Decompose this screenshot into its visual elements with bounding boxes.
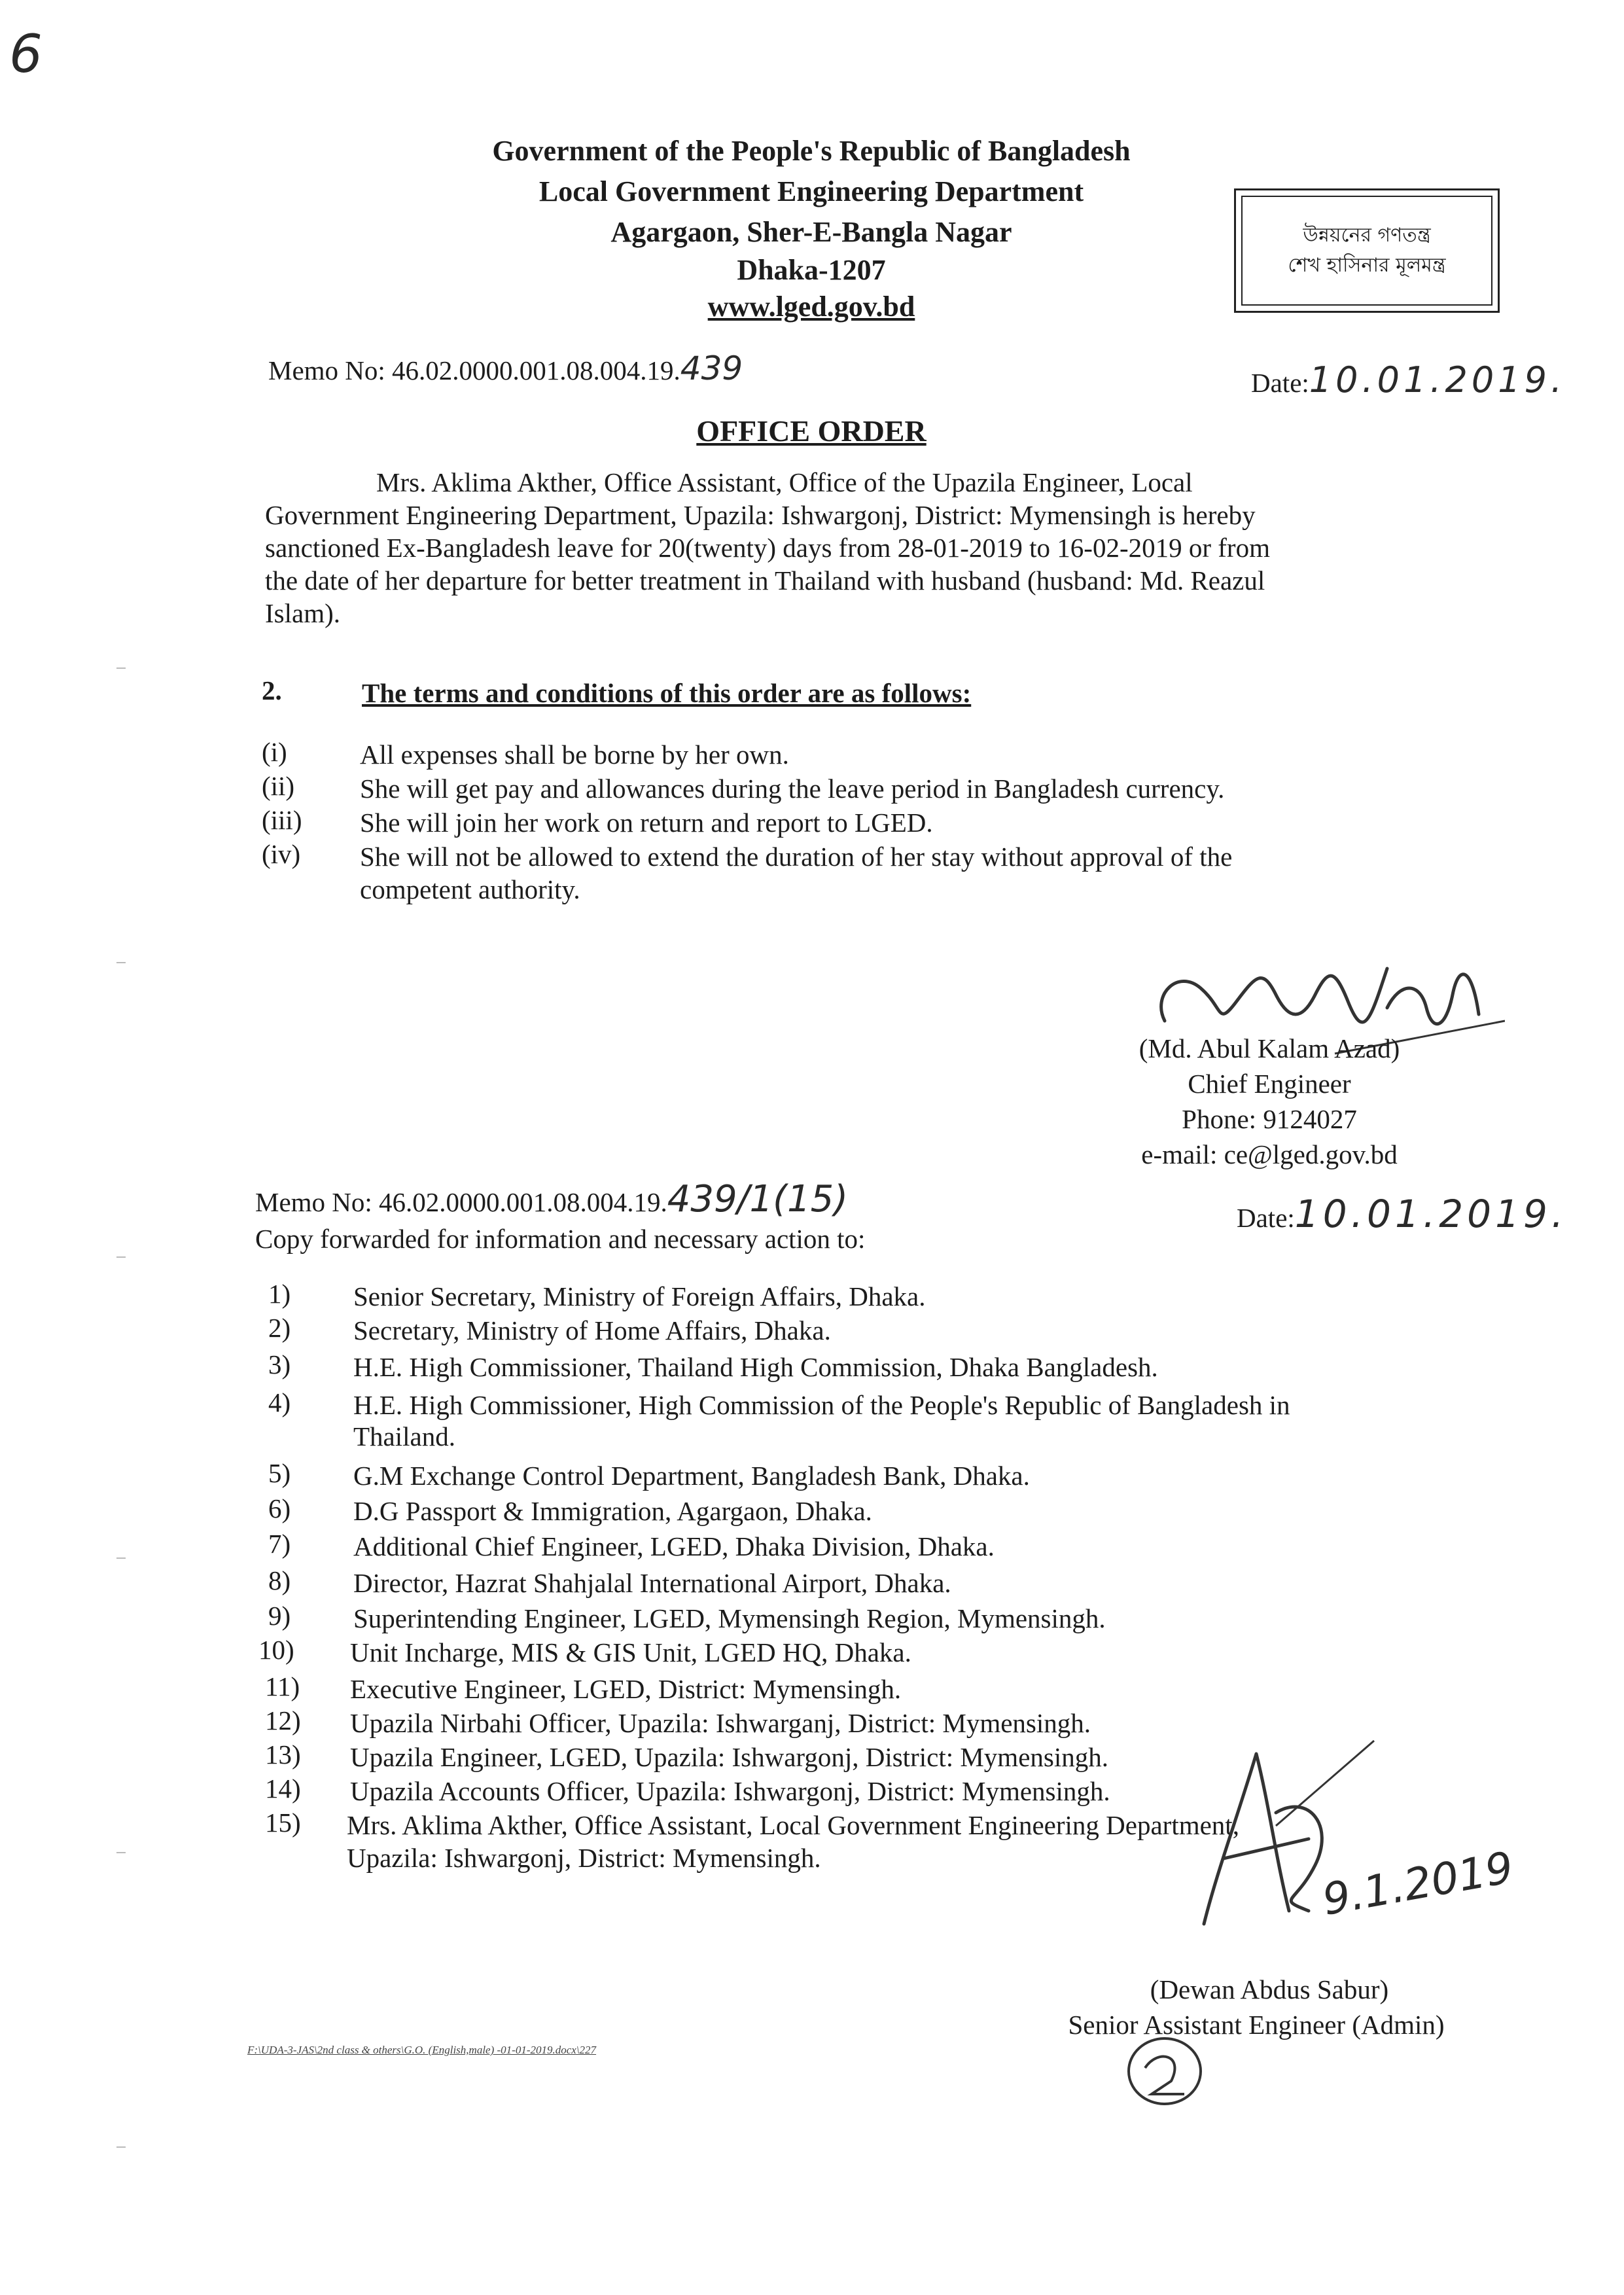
- signatory-2-name: (Dewan Abdus Sabur): [1150, 1974, 1389, 2004]
- list-item-number: 2): [268, 1313, 291, 1343]
- list-item: Unit Incharge, MIS & GIS Unit, LGED HQ, Dhaka.: [350, 1637, 911, 1667]
- page-number-mark: 6: [9, 24, 43, 84]
- list-item-number: 3): [268, 1349, 291, 1379]
- header-address: Agargaon, Sher-E-Bangla Nagar: [610, 216, 1012, 248]
- term-number: (iv): [262, 839, 301, 869]
- memo-date-2: [1237, 1192, 1568, 1236]
- list-item: H.E. High Commissioner, High Commission of the People's Republic of Bangladesh in: [353, 1390, 1290, 1420]
- body-line: sanctioned Ex-Bangladesh leave for 20(twenty) days from 28-01-2019 to 16-02-2019 or from: [265, 533, 1270, 563]
- list-item: Upazila: Ishwargonj, District: Mymensingh.: [347, 1843, 821, 1873]
- slogan-inner: [1241, 196, 1492, 306]
- list-item-number: 11): [265, 1671, 300, 1701]
- term-number: (i): [262, 737, 287, 767]
- scan-mark: [116, 1852, 126, 1853]
- body-line: Government Engineering Department, Upazila: Ishwargonj, District: Mymensingh is hereby: [265, 500, 1256, 530]
- memo-number-2: [255, 1178, 849, 1220]
- term-text: She will not be allowed to extend the duration of her stay without approval of the: [360, 842, 1233, 872]
- list-item: Upazila Accounts Officer, Upazila: Ishwargonj, District: Mymensingh.: [350, 1776, 1110, 1806]
- file-path-footer: F:\UDA-3-JAS\2nd class & others\G.O. (English,male) -01-01-2019.docx\227: [247, 2044, 597, 2056]
- list-item-number: 15): [265, 1807, 301, 1838]
- scan-mark: [116, 1557, 126, 1559]
- list-item: Thailand.: [353, 1421, 455, 1451]
- memo-number: [268, 349, 743, 387]
- header-government: Government of the People's Republic of Bangladesh: [492, 135, 1131, 167]
- term-number: (iii): [262, 805, 302, 835]
- list-item: Upazila Engineer, LGED, Upazila: Ishwargonj, District: Mymensingh.: [350, 1742, 1108, 1772]
- scan-mark: [116, 962, 126, 963]
- scan-mark: [116, 1256, 126, 1258]
- body-line: the date of her departure for better treatment in Thailand with husband (husband: Md. Reazul: [265, 565, 1265, 596]
- list-item-number: 12): [265, 1705, 301, 1735]
- header-department: Local Government Engineering Department: [538, 175, 1084, 207]
- terms-heading: The terms and conditions of this order are as follows:: [362, 678, 972, 708]
- list-item: Upazila Nirbahi Officer, Upazila: Ishwarganj, District: Mymensingh.: [350, 1708, 1091, 1738]
- signatory-2-designation: Senior Assistant Engineer (Admin): [1068, 2010, 1445, 2040]
- slogan-line-1: উন্নয়নের গণতন্ত্র: [1303, 224, 1431, 247]
- scan-mark: [116, 2146, 126, 2148]
- body-line: Mrs. Aklima Akther, Office Assistant, Office of the Upazila Engineer, Local: [376, 467, 1193, 497]
- term-text: She will get pay and allowances during the leave period in Bangladesh currency.: [360, 774, 1225, 804]
- list-item-number: 7): [268, 1529, 291, 1559]
- date-label: Date:: [1251, 368, 1309, 398]
- initials-mark: [1119, 2029, 1210, 2114]
- slogan-line-2: শেখ হাসিনার মূলমন্ত্র: [1288, 254, 1446, 277]
- date-handwritten: 10.01.2019.: [1294, 1192, 1568, 1236]
- list-item: Senior Secretary, Ministry of Foreign Affairs, Dhaka.: [353, 1281, 926, 1311]
- signatory-email[interactable]: e-mail: ce@lged.gov.bd: [1141, 1139, 1398, 1169]
- list-item: H.E. High Commissioner, Thailand High Commission, Dhaka Bangladesh.: [353, 1352, 1158, 1382]
- list-item-number: 9): [268, 1601, 291, 1631]
- list-item-number: 8): [268, 1565, 291, 1595]
- list-item-number: 14): [265, 1773, 301, 1804]
- date-handwritten: 10.01.2019.: [1309, 359, 1566, 400]
- list-item: Director, Hazrat Shahjalal International Airport, Dhaka.: [353, 1568, 951, 1598]
- memo-label: Memo No: 46.02.0000.001.08.004.19.: [268, 355, 680, 385]
- list-item: Secretary, Ministry of Home Affairs, Dhaka.: [353, 1315, 831, 1345]
- order-paragraph: [265, 466, 1443, 630]
- document-title: OFFICE ORDER: [696, 414, 927, 448]
- memo-handwritten-number: 439: [680, 349, 743, 387]
- date-label: Date:: [1237, 1203, 1295, 1233]
- signatory-phone: Phone: 9124027: [1182, 1104, 1357, 1134]
- list-item-number: 5): [268, 1458, 291, 1488]
- list-item-number: 6): [268, 1493, 291, 1523]
- list-item: G.M Exchange Control Department, Bangladesh Bank, Dhaka.: [353, 1461, 1030, 1491]
- signatory-designation: Chief Engineer: [1188, 1069, 1351, 1099]
- list-item: Superintending Engineer, LGED, Mymensingh Region, Mymensingh.: [353, 1603, 1106, 1633]
- list-item-number: 10): [258, 1635, 294, 1665]
- signature-senior-assistant-engineer: [1178, 1715, 1453, 1950]
- header-website[interactable]: www.lged.gov.bd: [707, 291, 915, 323]
- list-item: Executive Engineer, LGED, District: Mymensingh.: [350, 1674, 902, 1704]
- list-item: Additional Chief Engineer, LGED, Dhaka Division, Dhaka.: [353, 1531, 995, 1561]
- list-item: Mrs. Aklima Akther, Office Assistant, Local Government Engineering Department,: [347, 1810, 1239, 1840]
- term-text: She will join her work on return and report to LGED.: [360, 808, 933, 838]
- copy-forward-line: Copy forwarded for information and necessary action to:: [255, 1224, 866, 1254]
- signatory-name: (Md. Abul Kalam Azad): [1139, 1033, 1400, 1063]
- memo-label: Memo No: 46.02.0000.001.08.004.19.: [255, 1187, 667, 1217]
- terms-number: 2.: [262, 675, 282, 705]
- scan-mark: [116, 667, 126, 669]
- body-line: Islam).: [265, 598, 340, 628]
- memo-handwritten-number: 439/1(15): [667, 1178, 849, 1220]
- list-item-number: 13): [265, 1739, 301, 1770]
- term-number: (ii): [262, 771, 295, 801]
- list-item-number: 1): [268, 1279, 291, 1309]
- term-text: competent authority.: [360, 874, 580, 904]
- list-item: D.G Passport & Immigration, Agargaon, Dhaka.: [353, 1496, 872, 1526]
- header-city: Dhaka-1207: [737, 254, 886, 286]
- memo-date: [1251, 359, 1566, 400]
- signature-date-handwritten: 9.1.2019: [1318, 1842, 1517, 1925]
- slogan-box: [1234, 188, 1500, 313]
- list-item-number: 4): [268, 1387, 291, 1417]
- term-text: All expenses shall be borne by her own.: [360, 739, 789, 770]
